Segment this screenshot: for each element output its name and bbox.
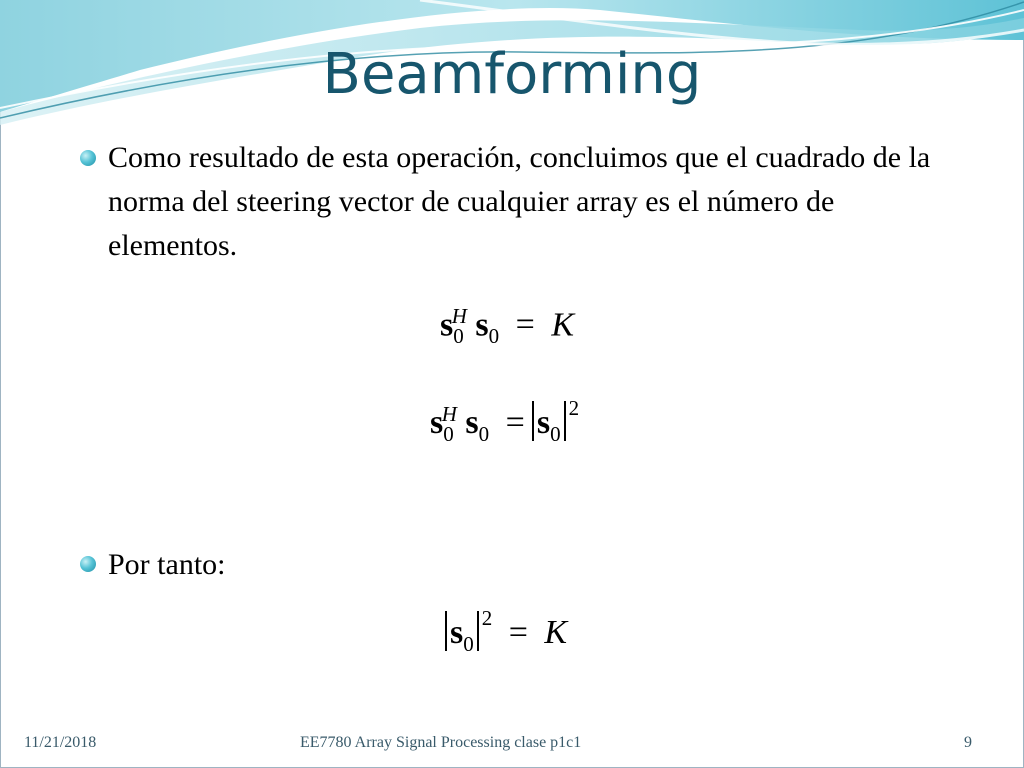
eq2-sub-a: 0 [443, 421, 454, 446]
eq2-norm-bar-right [564, 401, 566, 441]
eq3-rhs: K [544, 614, 568, 651]
footer-date: 11/21/2018 [24, 734, 97, 751]
footer-page-number: 9 [964, 734, 972, 751]
eq3-norm-bar-right [477, 611, 479, 651]
eq3-s: s [450, 614, 464, 651]
eq1-s-b: s [475, 306, 489, 344]
eq2-rhs-s: s [536, 404, 551, 441]
eq1-sub-b: 0 [488, 324, 500, 349]
eq3-sup: 2 [481, 606, 493, 630]
eq2-rhs-sup: 2 [568, 396, 580, 420]
bullet-icon [80, 150, 96, 166]
eq3-sub: 0 [463, 631, 474, 656]
eq2-sup-a: H [441, 401, 457, 426]
eq2-rhs-sub: 0 [550, 421, 561, 446]
bullet-icon [80, 556, 96, 572]
eq2-equals: = [505, 404, 525, 441]
equation-3 [442, 606, 567, 657]
eq3-equals: = [508, 614, 528, 651]
eq1-sub-a: 0 [453, 324, 464, 349]
eq1-s-a: s [440, 306, 454, 344]
equation-2 [430, 396, 579, 447]
eq2-s-b: s [465, 404, 479, 441]
slide-title: Beamforming [322, 42, 702, 107]
equation-1 [440, 304, 574, 349]
bullet-text-2: Por tanto: [108, 548, 226, 581]
eq1-equals: = [515, 306, 535, 344]
eq1-rhs: K [551, 306, 575, 344]
bullet-text-1: Como resultado de esta operación, concluimos que el cuadrado de la norma del steering vector de cualquier array es el número de elementos. [108, 141, 931, 262]
eq1-sup-a: H [451, 304, 467, 328]
eq2-s-a: s [430, 404, 444, 441]
eq3-norm-bar-left [445, 611, 447, 651]
footer-course: EE7780 Array Signal Processing clase p1c1 [300, 734, 582, 751]
eq2-norm-bar-left [532, 401, 534, 441]
eq2-sub-b: 0 [478, 421, 490, 446]
